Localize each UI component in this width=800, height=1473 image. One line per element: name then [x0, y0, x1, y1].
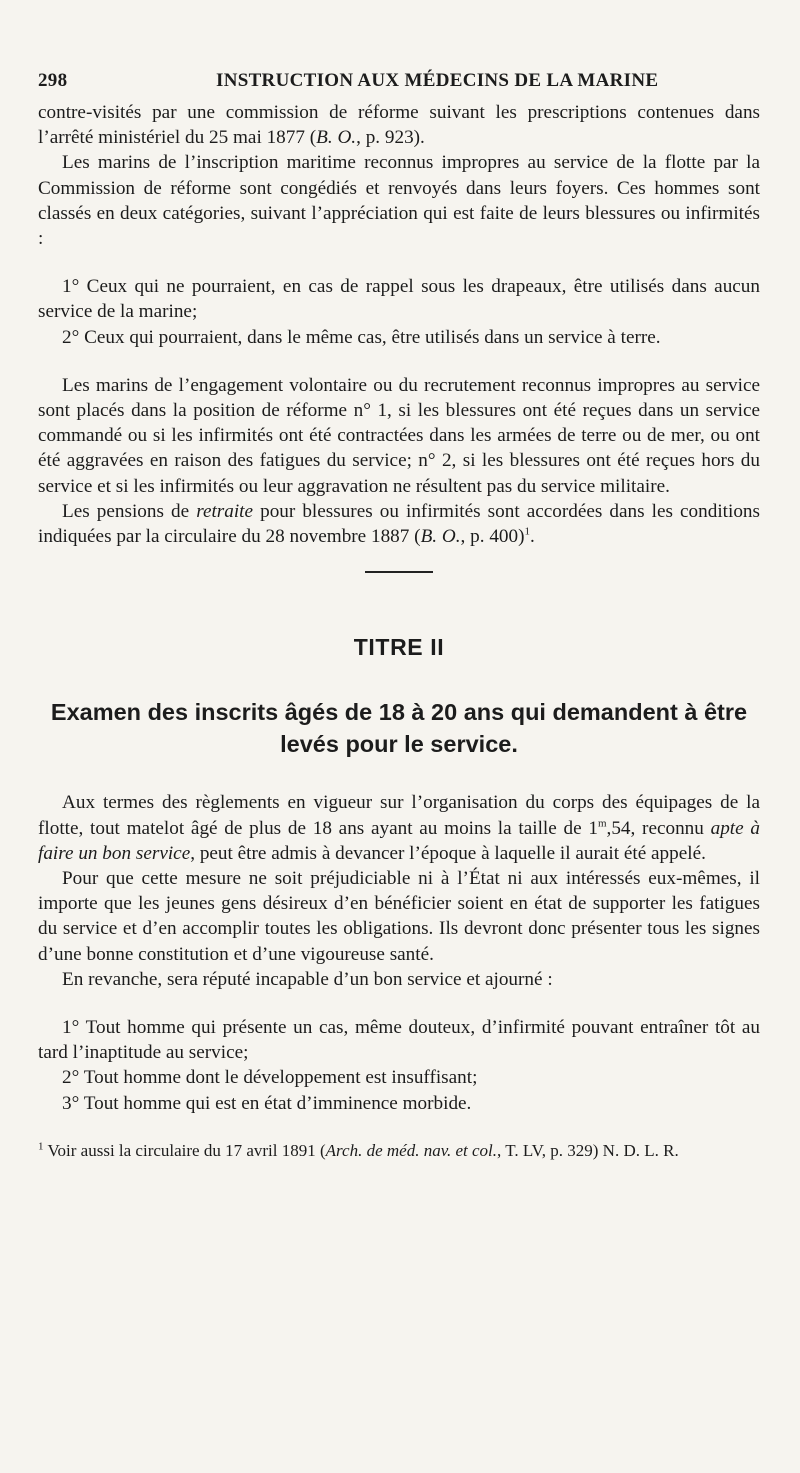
paragraph-text: ,54, reconnu: [606, 817, 711, 839]
paragraph-text: , p. 923).: [356, 127, 425, 149]
page-body: [38, 100, 760, 1162]
paragraph-text: , p. 400): [460, 526, 525, 548]
footnote-marker: 1: [38, 1140, 44, 1153]
page-number: 298: [38, 70, 68, 91]
list-item-1: 1° Ceux qui ne pourraient, en cas de rappel sous les drapeaux, être utilisés dans aucun service de la marine;: [38, 276, 760, 323]
paragraph-continued: [38, 100, 760, 150]
paragraph-inscription: Les marins de l’inscription maritime reconnus impropres au service de la flotte par la Commission de réforme sont congédiés et renvoyés dans leurs foyers. Ces hommes sont classés en deux catégories, suivant l’appréciation qui est faite de leurs blessures ou infirmités :: [38, 152, 760, 250]
paragraph-text: Aux termes des règlements en vigueur sur l’organisation du corps des équipages de la flotte, tout matelot âgé de plus de 18 ans ayant au moins la taille de 1: [38, 792, 760, 839]
paragraph-text: .: [529, 526, 535, 548]
list-item-2: 2° Tout homme dont le développement est insuffisant;: [62, 1067, 478, 1089]
footnote-text: , T. LV, p. 329) N. D. L. R.: [497, 1140, 679, 1160]
footnote: [38, 1139, 760, 1162]
list-item-3: 3° Tout homme qui est en état d’imminence morbide.: [62, 1092, 472, 1114]
emphasis-text: apte à faire un bon service: [38, 817, 760, 864]
unit-superscript: m: [597, 817, 607, 830]
paragraph-reglements: [38, 790, 760, 866]
paragraph-text: , peut être admis à devancer l’époque à laquelle il aurait été appelé.: [190, 842, 706, 864]
paragraph-mesure: Pour que cette mesure ne soit préjudiciable ni à l’État ni aux intéressés eux-mêmes, il importe que les jeunes gens désireux d’en bénéficier soient en état de supporter les fatigues du service et d’en accomplir toutes les obligations. Ils devront donc présenter tous les signes d’une bonne constitution et d’une vigoureuse santé.: [38, 868, 760, 965]
paragraph-reforme: Les marins de l’engagement volontaire ou du recrutement reconnus impropres au service sont placés dans la position de réforme n° 1, si les blessures ont été reçues dans un service commandé ou si les infirmités ont été contractées dans les armées de terre ou de mer, ou ont été aggravées en raison des fatigues du service; n° 2, si les blessures ont été reçues hors du service et si les infirmités ou leur aggravation ne résultent pas du service militaire.: [38, 374, 760, 497]
paragraph-revanche: En revanche, sera réputé incapable d’un bon service et ajourné :: [62, 968, 553, 990]
list-item-2: 2° Ceux qui pourraient, dans le même cas, être utilisés dans un service à terre.: [62, 326, 661, 348]
paragraph-pensions: [38, 499, 760, 549]
bulletin-reference: B. O.: [316, 127, 357, 149]
section-title: TITRE II: [353, 634, 445, 661]
footnote-marker: 1: [524, 525, 530, 538]
paragraph-text: contre-visités par une commission de réforme suivant les prescriptions contenues dans l’arrêté ministériel du 25 mai 1877 (: [38, 102, 760, 149]
section-subtitle: Examen des inscrits âgés de 18 à 20 ans qui demandent à être levés pour le service.: [50, 699, 748, 758]
section-divider: [365, 571, 433, 573]
footnote-text: Voir aussi la circulaire du 17 avril 1891 (: [43, 1140, 326, 1160]
paragraph-text: Les pensions de: [62, 500, 197, 522]
emphasis-text: retraite: [196, 500, 254, 522]
running-title: INSTRUCTION AUX MÉDECINS DE LA MARINE: [216, 70, 659, 91]
journal-title: Arch. de méd. nav. et col.: [325, 1140, 498, 1160]
list-item-1: 1° Tout homme qui présente un cas, même douteux, d’infirmité pouvant entraîner tôt au tard l’inaptitude au service;: [38, 1017, 760, 1064]
bulletin-reference: B. O.: [420, 526, 461, 548]
paragraph-text: pour blessures ou infirmités sont accordées dans les conditions indiquées par la circulaire du 28 novembre 1887 (: [38, 500, 760, 548]
